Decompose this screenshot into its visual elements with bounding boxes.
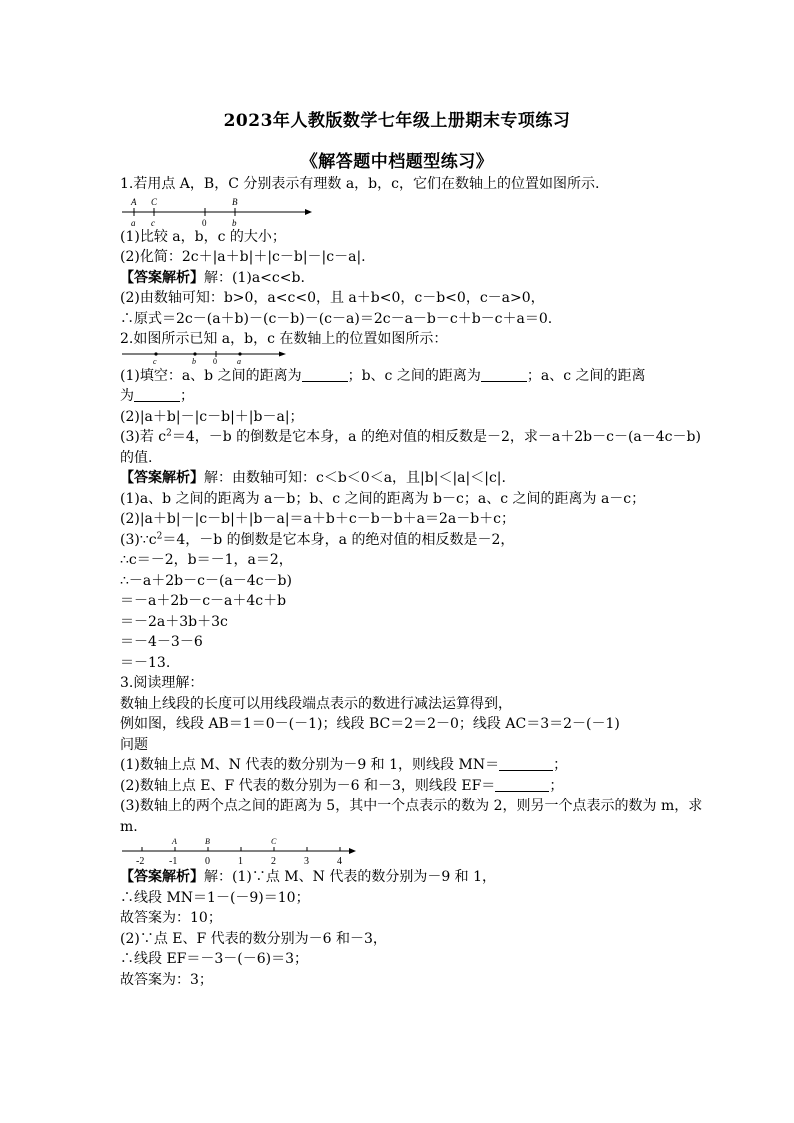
q3-num-m2: -2 (136, 856, 145, 867)
q3-answer-line5: ∴线段 EF＝－3－(－6)＝3； (120, 951, 309, 967)
q1-stem: 1.若用点 A，B，C 分别表示有理数 a，b，c，它们在数轴上的位置如图所示. (120, 176, 600, 192)
q2-part1-text-c: ；a、c 之间的距离 (526, 367, 646, 384)
q3-intro-line2: 例如图，线段 AB＝1＝0－(－1)；线段 BC＝2＝2－0；线段 AC＝3＝2－(－1) (120, 716, 620, 732)
q3-blank-mn (499, 756, 553, 771)
q2-answer-text3a: (3)∵c (120, 531, 157, 548)
q2-part2: (2)|a＋b|－|c－b|＋|b－a|； (120, 408, 304, 425)
q2-answer-line1: (1)a、b 之间的距离为 a－b；b、c 之间的距离为 b－c；a、c 之间的距离为 a－c； (120, 490, 646, 507)
q2-number-line-figure (120, 350, 295, 366)
q3-label-C: C (271, 837, 277, 846)
q2-label-a: a (237, 356, 241, 366)
q1-label-C: C (151, 196, 158, 207)
q2-part3-exponent: 2 (166, 428, 172, 439)
q3-axis-arrow (349, 848, 356, 854)
q2-answer-tag: 【答案解析】 (120, 470, 204, 486)
q3-num-0: 0 (205, 856, 210, 867)
q3-num-2: 2 (271, 856, 276, 867)
q2-answer-line0 (120, 468, 705, 489)
q1-answer-line2: (2)由数轴可知：b>0，a<c<0，且 a＋b<0，c－b<0，c－a>0， (120, 290, 545, 306)
q1-label-zero: 0 (202, 217, 207, 227)
q3-num-1: 1 (238, 856, 243, 867)
q3-answer-line3: 故答案为：10； (120, 910, 222, 926)
q2-point-c (154, 352, 157, 355)
q3-part2-text-a: (2)数轴上点 E、F 代表的数分别为－6 和－3，则线段 EF＝ (120, 777, 496, 794)
q1-label-c: c (151, 217, 155, 227)
q2-point-a (238, 352, 241, 355)
q1-label-B: B (232, 196, 238, 207)
q2-answer-line8: ＝－4－3－6 (120, 634, 203, 650)
q3-answer-line6: 故答案为：3； (120, 971, 213, 988)
q3-answer-text1: 解：(1)∵点 M、N 代表的数分别为－9 和 1， (204, 869, 497, 885)
q2-answer-line7: ＝－2a＋3b＋3c (120, 613, 228, 630)
q3-part3: (3)数轴上的两个点之间的距离为 5，其中一个点表示的数为 2，则另一个点表示的数为 m，求 m. (120, 798, 703, 835)
q2-label-zero: 0 (213, 356, 217, 366)
q2-answer-line4: ∴c＝－2，b＝－1，a＝2， (120, 552, 293, 568)
q2-blank-bc (481, 367, 527, 382)
q3-intro-line3: 问题 (120, 736, 148, 753)
q1-number-line-figure (120, 195, 320, 227)
q1-part1: (1)比较 a，b，c 的大小； (120, 228, 286, 245)
q3-number-line-figure (120, 837, 365, 867)
q2-answer-line2: (2)|a＋b|－|c－b|＋|b－a|＝a＋b＋c－b－b＋a＝2a－b＋c； (120, 511, 516, 527)
q2-label-c: c (153, 356, 157, 366)
q2-blank-ac (134, 387, 180, 402)
q3-answer-line2: ∴线段 MN＝1－(－9)＝10； (120, 889, 310, 906)
q2-part1-text-e: ； (180, 388, 194, 404)
q2-answer-text3b: ＝4，－b 的倒数是它本身，a 的绝对值的相反数是－2， (162, 531, 515, 548)
q3-answer-tag: 【答案解析】 (120, 869, 204, 885)
q2-point-b (193, 352, 196, 355)
q2-part1-text-a: (1)填空：a、b 之间的距离为 (120, 367, 302, 384)
q1-label-b: b (232, 217, 237, 227)
q3-answer-line4: (2)∵点 E、F 代表的数分别为－6 和－3， (120, 930, 387, 947)
q2-answer-line6: ＝－a＋2b－c－a＋4c＋b (120, 593, 287, 609)
q2-answer-line5: ∴－a＋2b－c－(a－4c－b) (120, 572, 292, 589)
page-subtitle: 《解答题中档题型练习》 (300, 152, 494, 172)
q2-blank-ab (302, 367, 348, 382)
document-body (120, 174, 705, 990)
q2-answer-exponent: 2 (156, 530, 163, 541)
q1-label-a: a (131, 217, 136, 227)
q2-part1-line1 (120, 366, 705, 387)
page-title: 2023年人教版数学七年级上册期末专项练习 (223, 111, 571, 131)
q1-axis-arrow (305, 209, 312, 215)
q2-part3 (120, 427, 705, 468)
q2-part1-text-d: 为 (120, 388, 134, 404)
q2-label-b: b (192, 356, 196, 366)
q3-blank-ef (495, 777, 549, 792)
q2-part3-text-b: ＝4，－b 的倒数是它本身，a 的绝对值的相反数是－2，求－a＋2b－c－(a－4c－b)的值. (120, 429, 701, 466)
q2-part1-text-b: ；b、c 之间的距离为 (347, 367, 481, 384)
q3-label-B: B (205, 837, 210, 846)
q1-label-A: A (131, 196, 137, 207)
q3-num-3: 3 (304, 856, 309, 867)
q2-part1-line2 (120, 386, 705, 407)
q1-answer-line3: ∴原式＝2c－(a＋b)－(c－b)－(c－a)＝2c－a－b－c＋b－c＋a＝0. (120, 310, 553, 327)
q2-answer-text0: 解：由数轴可知：c＜b＜0＜a，且|b|＜|a|＜|c|. (204, 470, 506, 486)
q3-label-A: A (172, 837, 177, 846)
q3-part1-text-b: ； (553, 757, 568, 773)
q1-answer-line1 (120, 268, 705, 289)
q3-stem: 3.阅读理解： (120, 675, 204, 691)
q3-answer-line1 (120, 867, 705, 888)
q3-intro-line1: 数轴上线段的长度可以用线段端点表示的数进行减法运算得到， (120, 695, 512, 712)
q2-answer-line9: ＝－13. (120, 654, 171, 671)
q1-answer-text1: 解：(1)a<c<b. (204, 269, 305, 286)
q3-part2 (120, 776, 705, 797)
q3-part1-text-a: (1)数轴上点 M、N 代表的数分别为－9 和 1，则线段 MN＝ (120, 757, 500, 773)
q2-part3-text-a: (3)若 c (120, 429, 167, 445)
q1-part2: (2)化简：2c＋|a＋b|＋|c－b|－|c－a|. (120, 249, 366, 265)
q3-num-4: 4 (337, 856, 342, 867)
q2-answer-line3 (120, 530, 705, 551)
q2-stem: 2.如图所示已知 a，b，c 在数轴上的位置如图所示： (120, 331, 448, 347)
q3-part1 (120, 755, 705, 776)
q3-num-m1: -1 (169, 856, 178, 867)
q3-part2-text-b: ； (549, 777, 564, 794)
q1-answer-tag: 【答案解析】 (120, 269, 204, 286)
q2-axis-arrow (279, 351, 286, 356)
